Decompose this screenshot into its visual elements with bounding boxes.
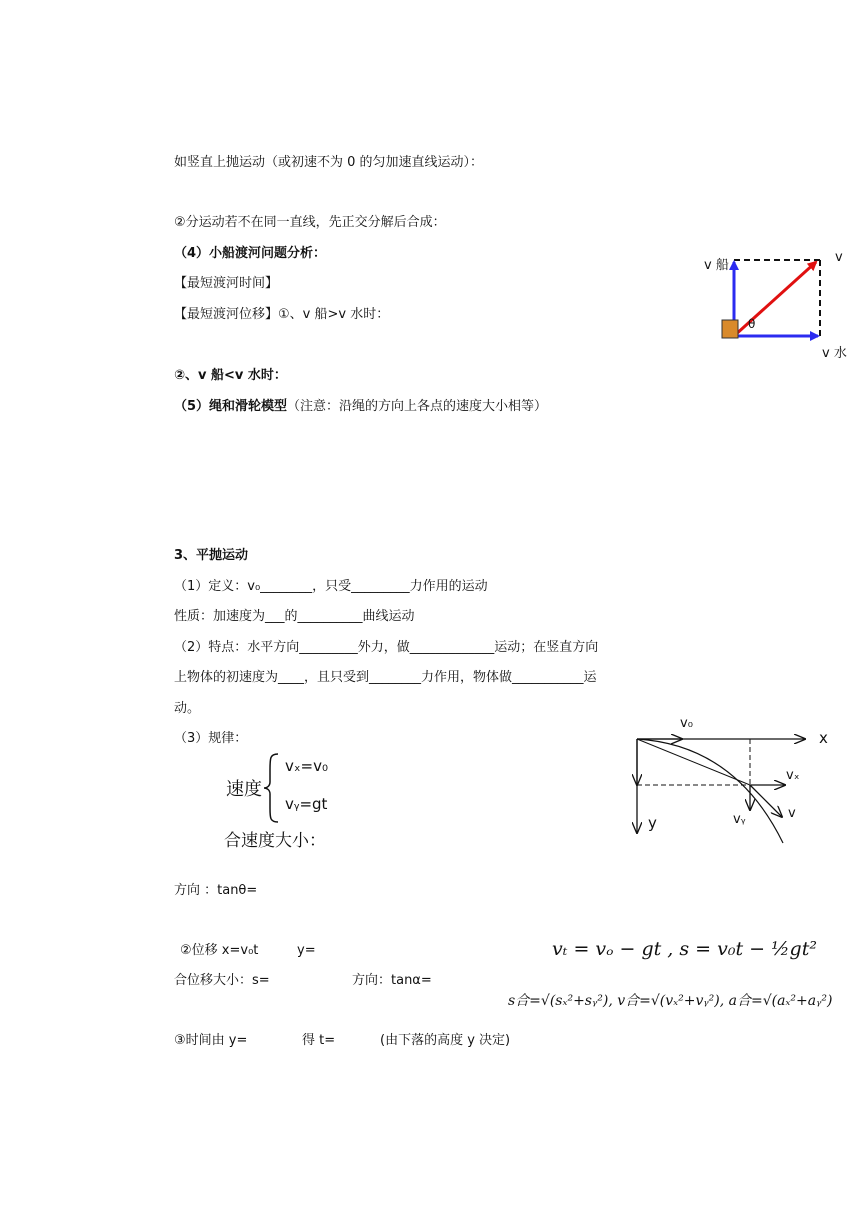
text-line: 方向：tanα= [352,973,432,988]
text-line: 性质：加速度为___的__________曲线运动 [174,609,415,624]
v-boat-label: v 船 [704,258,729,273]
text-line: ②、v 船<v 水时： [174,368,287,383]
text-line: 得 t= [302,1033,336,1048]
text-line: ②分运动若不在同一直线，先正交分解后合成： [174,215,446,230]
text-line: 合位移大小：s= [174,973,270,988]
brace-icon [262,752,282,824]
x-axis-label: x [819,729,828,747]
y-axis-label: y [648,814,657,832]
section-heading: 3、平抛运动 [174,548,249,563]
v-label: v [835,250,843,265]
text-line: 【最短渡河位移】①、v 船>v 水时： [174,307,390,322]
velocity-label: 速度 [226,779,262,800]
text-line: y= [297,943,316,958]
kinematics-formula: vₜ = vₒ − gt , s = v₀t − ½gt² [552,938,817,960]
v0-label: v₀ [680,716,693,731]
vx-formula: vₓ=v₀ [285,757,328,775]
section-heading: （4）小船渡河问题分析： [174,246,327,261]
text-line: ②位移 x=v₀t [180,943,259,958]
section-heading: （5）绳和滑轮模型 [174,399,288,414]
text-line: 【最短渡河时间】 [174,276,279,291]
text-line: （1）定义：v₀________，只受_________力作用的运动 [174,579,488,594]
text-line: 如竖直上抛运动（或初速不为 0 的匀加速直线运动）： [174,155,484,170]
v-water-label: v 水 [822,346,847,361]
theta-label: θ [748,317,756,331]
text-line: ③时间由 y= [174,1033,248,1048]
text-line: 方向 ：tanθ= [174,883,258,898]
vx-label: vₓ [786,768,800,783]
resultant-formula: s合=√(sₓ²+sᵧ²), v合=√(vₓ²+vᵧ²), a合=√(aₓ²+aᵧ²) [508,993,833,1009]
text-line: (由下落的高度 y 决定) [380,1033,511,1048]
text-line: 动。 [174,701,201,716]
vy-label: vᵧ [733,812,746,827]
vy-formula: vᵧ=gt [285,795,328,813]
v-label: v [788,806,796,821]
text-line: 上物体的初速度为____，且只受到________力作用，物体做___________运 [174,670,597,685]
text-line [174,397,547,417]
text-line: （3）规律： [174,731,248,746]
resultant-speed-label: 合速度大小： [224,831,326,851]
note-text: （注意：沿绳的方向上各点的速度大小相等） [287,399,548,414]
text-line: （2）特点：水平方向_________外力，做_____________运动；在竖直方向 [174,640,599,655]
